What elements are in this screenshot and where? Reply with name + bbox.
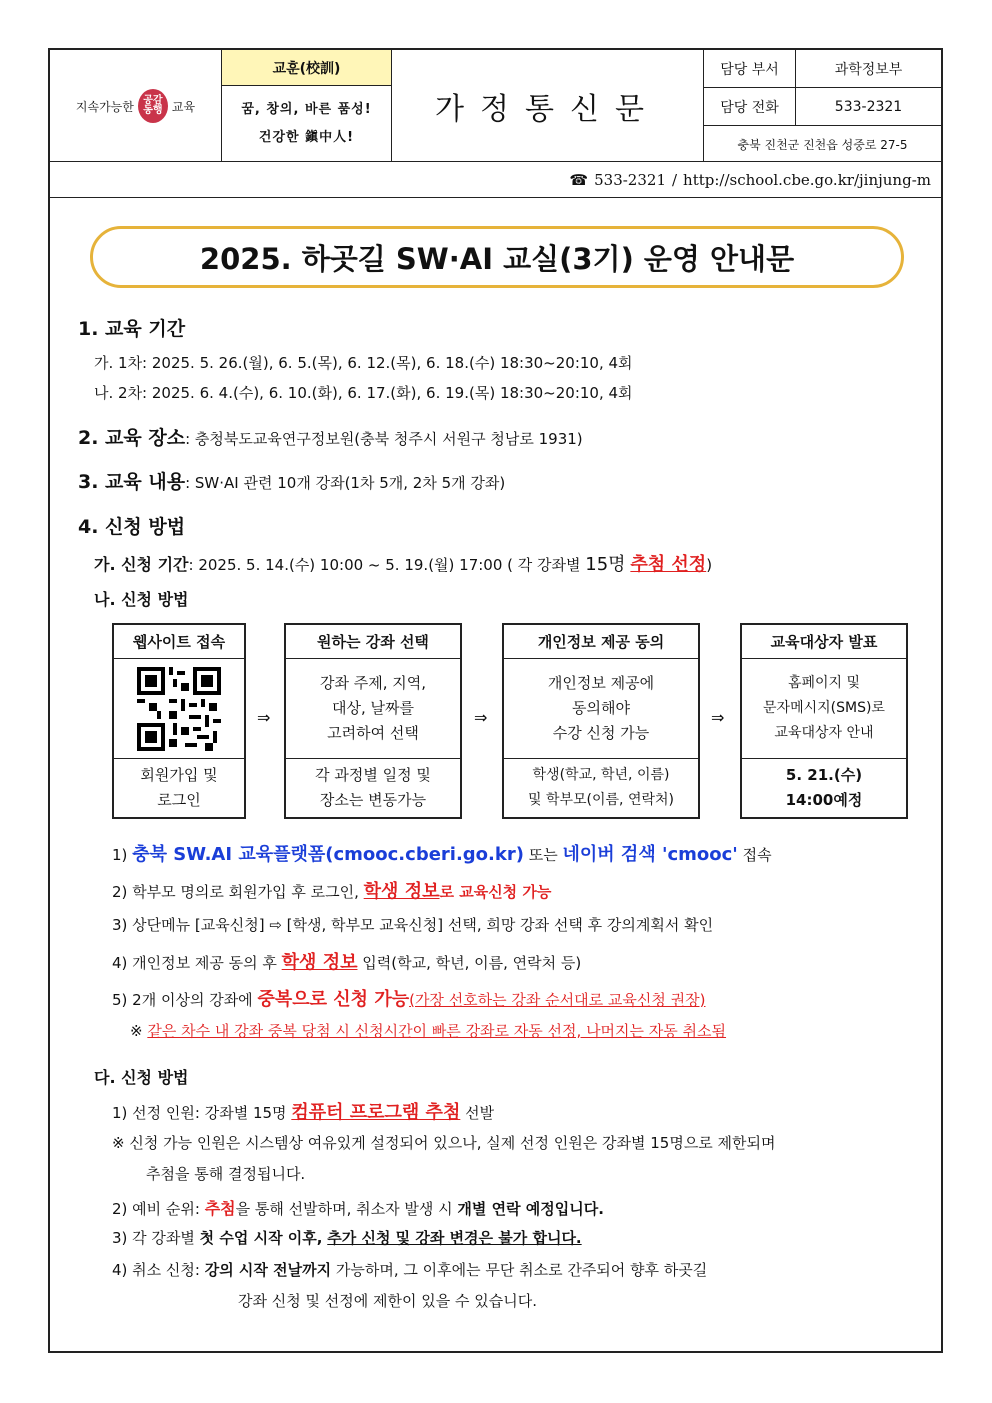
flow-step-middle [504,659,698,759]
step-text: 4) 개인정보 제공 동의 후 [112,954,282,972]
school-url-link[interactable]: http://school.cbe.go.kr/jinjung-m [683,170,931,189]
flow-arrow-icon: ⇒ [474,708,488,727]
period-round-1: 가. 1차: 2025. 5. 26.(월), 6. 5.(목), 6. 12.(목), 6. 18.(수) 18:30~20:10, 4회 [94,354,633,372]
flow-mid-line: 수강 신청 가능 [552,724,650,742]
school-logo [50,50,222,162]
step-5 [112,985,705,1011]
student-info-emphasis: 학생 정보 [281,952,358,973]
school-address: 충북 진천군 진천읍 성중로 27-5 [737,137,908,152]
flow-bottom-line: 각 과정별 일정 및 [315,766,431,784]
announcement-time: 14:00예정 [785,791,863,809]
step-text: 접속 [737,846,772,864]
flow-bottom-line: 장소는 변동가능 [319,791,427,809]
apply-count: 15명 [585,554,626,575]
line-text: 가능하며, 그 이후에는 무단 취소로 간주되어 향후 하곳길 [331,1261,708,1279]
flow-step-title: 교육대상자 발표 [742,625,906,659]
section-3-text: : SW·AI 관련 10개 강좌(1차 5개, 2차 5개 강좌) [185,474,506,492]
document-title: 가정통신문 [392,50,704,162]
logo-right-text: 교육 [171,99,196,114]
flow-step-title: 원하는 강좌 선택 [286,625,460,659]
motto-cell [222,50,392,162]
step-4 [112,948,581,974]
step-note: (가장 선호하는 강좌 순서대로 교육신청 권장) [409,991,706,1009]
selection-line-4 [112,1259,707,1280]
step-2 [112,877,551,903]
phone-label: 담당 전화 [704,88,796,125]
line-text: 을 통해 선발하며, 취소자 발생 시 [235,1200,458,1218]
flow-mid-line: 강좌 주제, 지역, [319,674,426,692]
flow-bottom-line: 학생(학교, 학년, 이름) [532,767,670,783]
flow-bottom-line: 로그인 [157,791,201,809]
phone-icon: ☎ [569,170,589,189]
announcement-date: 5. 21.(수) [785,766,863,784]
step-emphasis: 로 교육신청 가능 [439,883,552,901]
flow-step-middle [742,659,906,759]
line-text: 2) 예비 순위: [112,1200,205,1218]
lottery-selection-text: 추첨 선정 [630,554,707,575]
logo-left-text: 지속가능한 [75,99,134,114]
step-number: 2) [112,883,128,901]
line-text: 선발 [460,1104,495,1122]
flow-step-title: 개인정보 제공 동의 [504,625,698,659]
step-6-note [130,1020,726,1041]
flow-step-announcement [740,623,908,819]
logo-mark: 공감 동행 [138,89,168,123]
motto-text [222,86,391,152]
flow-arrow-icon: ⇒ [257,708,271,727]
section-4-title: 4. 신청 방법 [78,516,186,538]
motto-title: 교훈(校訓) [222,50,391,86]
student-info-emphasis: 학생 정보 [363,881,440,902]
contact-separator: / [671,170,678,189]
apply-method-label: 나. 신청 방법 [94,590,189,609]
apply-period-text: : 2025. 5. 14.(수) 10:00 ~ 5. 19.(월) 17:00 ( 각 강좌별 [188,556,586,574]
line-text: 4) 취소 신청: [112,1261,205,1279]
line-underline: 추가 신청 및 강좌 변경은 불가 합니다. [327,1229,582,1247]
flow-mid-line: 고려하여 선택 [327,724,419,742]
lottery-emphasis: 추첨 [204,1199,236,1218]
motto-line-2: 건강한 鎭中人! [258,130,355,145]
flow-step-bottom [286,759,460,817]
flow-step-middle [286,659,460,759]
duplicate-apply-emphasis: 중복으로 신청 가능 [257,989,410,1010]
platform-link[interactable]: 충북 SW.AI 교육플랫폼(cmooc.cberi.go.kr) [132,844,524,865]
flow-mid-line: 개인정보 제공에 [547,674,655,692]
step-text: 입력(학교, 학년, 이름, 연락처 등) [357,954,582,972]
section-3 [78,467,505,494]
phone-value: 533-2321 [834,98,903,115]
dept-label: 담당 부서 [704,50,796,87]
qr-code-icon[interactable] [114,659,244,759]
line-bold: 첫 수업 시작 이후, [199,1229,323,1247]
section-1-title: 1. 교육 기간 [78,318,186,340]
step-3: 3) 상단메뉴 [교육신청] ⇨ [학생, 학부모 교육신청] 선택, 희망 강좌 선택 후 강의계획서 확인 [112,916,714,934]
flow-mid-line: 홈페이지 및 [787,675,861,691]
notice-title-banner: 2025. 하곳길 SW·AI 교실(3기) 운영 안내문 [90,226,904,288]
flow-step-bottom [114,759,244,817]
document-frame [48,48,943,1353]
flow-arrow-icon: ⇒ [711,708,725,727]
section-3-title: 3. 교육 내용 [78,471,186,493]
apply-period-label: 가. 신청 기간 [94,555,189,574]
selection-line-3 [112,1227,582,1248]
duplicate-rule-note: 같은 차수 내 강좌 중복 당첨 시 신청시간이 빠른 강좌로 자동 선정, 나머지는 자동 취소됨 [147,1022,727,1040]
flow-step-consent [502,623,700,819]
contact-line [50,162,941,198]
apply-period-end: ) [706,556,713,574]
line-bold: 개별 연락 예정입니다. [457,1200,604,1218]
step-text: 5) 2개 이상의 강좌에 [112,991,258,1009]
flow-mid-line: 교육대상자 안내 [774,725,874,741]
qr-code-graphic [137,667,221,751]
motto-line-1: 꿈, 창의, 바른 품성! [241,102,372,117]
computer-lottery-emphasis: 컴퓨터 프로그램 추첨 [291,1102,461,1123]
flow-bottom-line: 및 학부모(이름, 연락처) [528,792,674,808]
selection-line-4-cont: 강좌 신청 및 선정에 제한이 있을 수 있습니다. [238,1292,537,1310]
line-bold: 강의 시작 전날까지 [204,1261,332,1279]
step-number: 1) [112,846,128,864]
step-1 [112,840,772,866]
selection-line-1 [112,1098,494,1124]
selection-note-line-1: ※ 신청 가능 인원은 시스템상 여유있게 설정되어 있으나, 실제 선정 인원은 강좌별 15명으로 제한되며 [112,1134,776,1152]
flow-step-title: 웹사이트 접속 [114,625,244,659]
naver-search-text: 네이버 검색 'cmooc' [562,844,738,865]
apply-period-line [94,550,712,576]
flow-mid-line: 대상, 날짜를 [331,699,414,717]
flow-step-website [112,623,246,819]
dept-row [704,50,941,88]
contact-info [704,50,941,162]
note-mark: ※ [130,1022,148,1040]
selection-note-line-2: 추첨을 통해 결정됩니다. [146,1165,306,1183]
step-text: 학부모 명의로 회원가입 후 로그인, [132,883,364,901]
selection-method-label: 다. 신청 방법 [94,1068,189,1087]
flow-mid-line: 동의해야 [572,699,630,717]
line-text: 3) 각 강좌별 [112,1229,200,1247]
step-text: 또는 [523,846,563,864]
flow-bottom-line: 회원가입 및 [140,766,218,784]
flow-step-bottom [742,759,906,817]
section-2-title: 2. 교육 장소 [78,427,186,449]
selection-line-2 [112,1196,604,1219]
flow-step-select-course [284,623,462,819]
header-table [50,50,941,162]
flow-step-bottom [504,759,698,817]
period-round-2: 나. 2차: 2025. 6. 4.(수), 6. 10.(화), 6. 17.(화), 6. 19.(목) 18:30~20:10, 4회 [94,384,633,402]
line-text: 1) 선정 인원: 강좌별 15명 [112,1104,292,1122]
contact-phone: 533-2321 [594,170,666,189]
section-2-text: : 충청북도교육연구정보원(충북 청주시 서원구 청남로 1931) [185,430,583,448]
phone-row [704,88,941,126]
flow-mid-line: 문자메시지(SMS)로 [763,700,885,716]
dept-value: 과학정보부 [834,61,903,78]
section-2 [78,423,583,450]
